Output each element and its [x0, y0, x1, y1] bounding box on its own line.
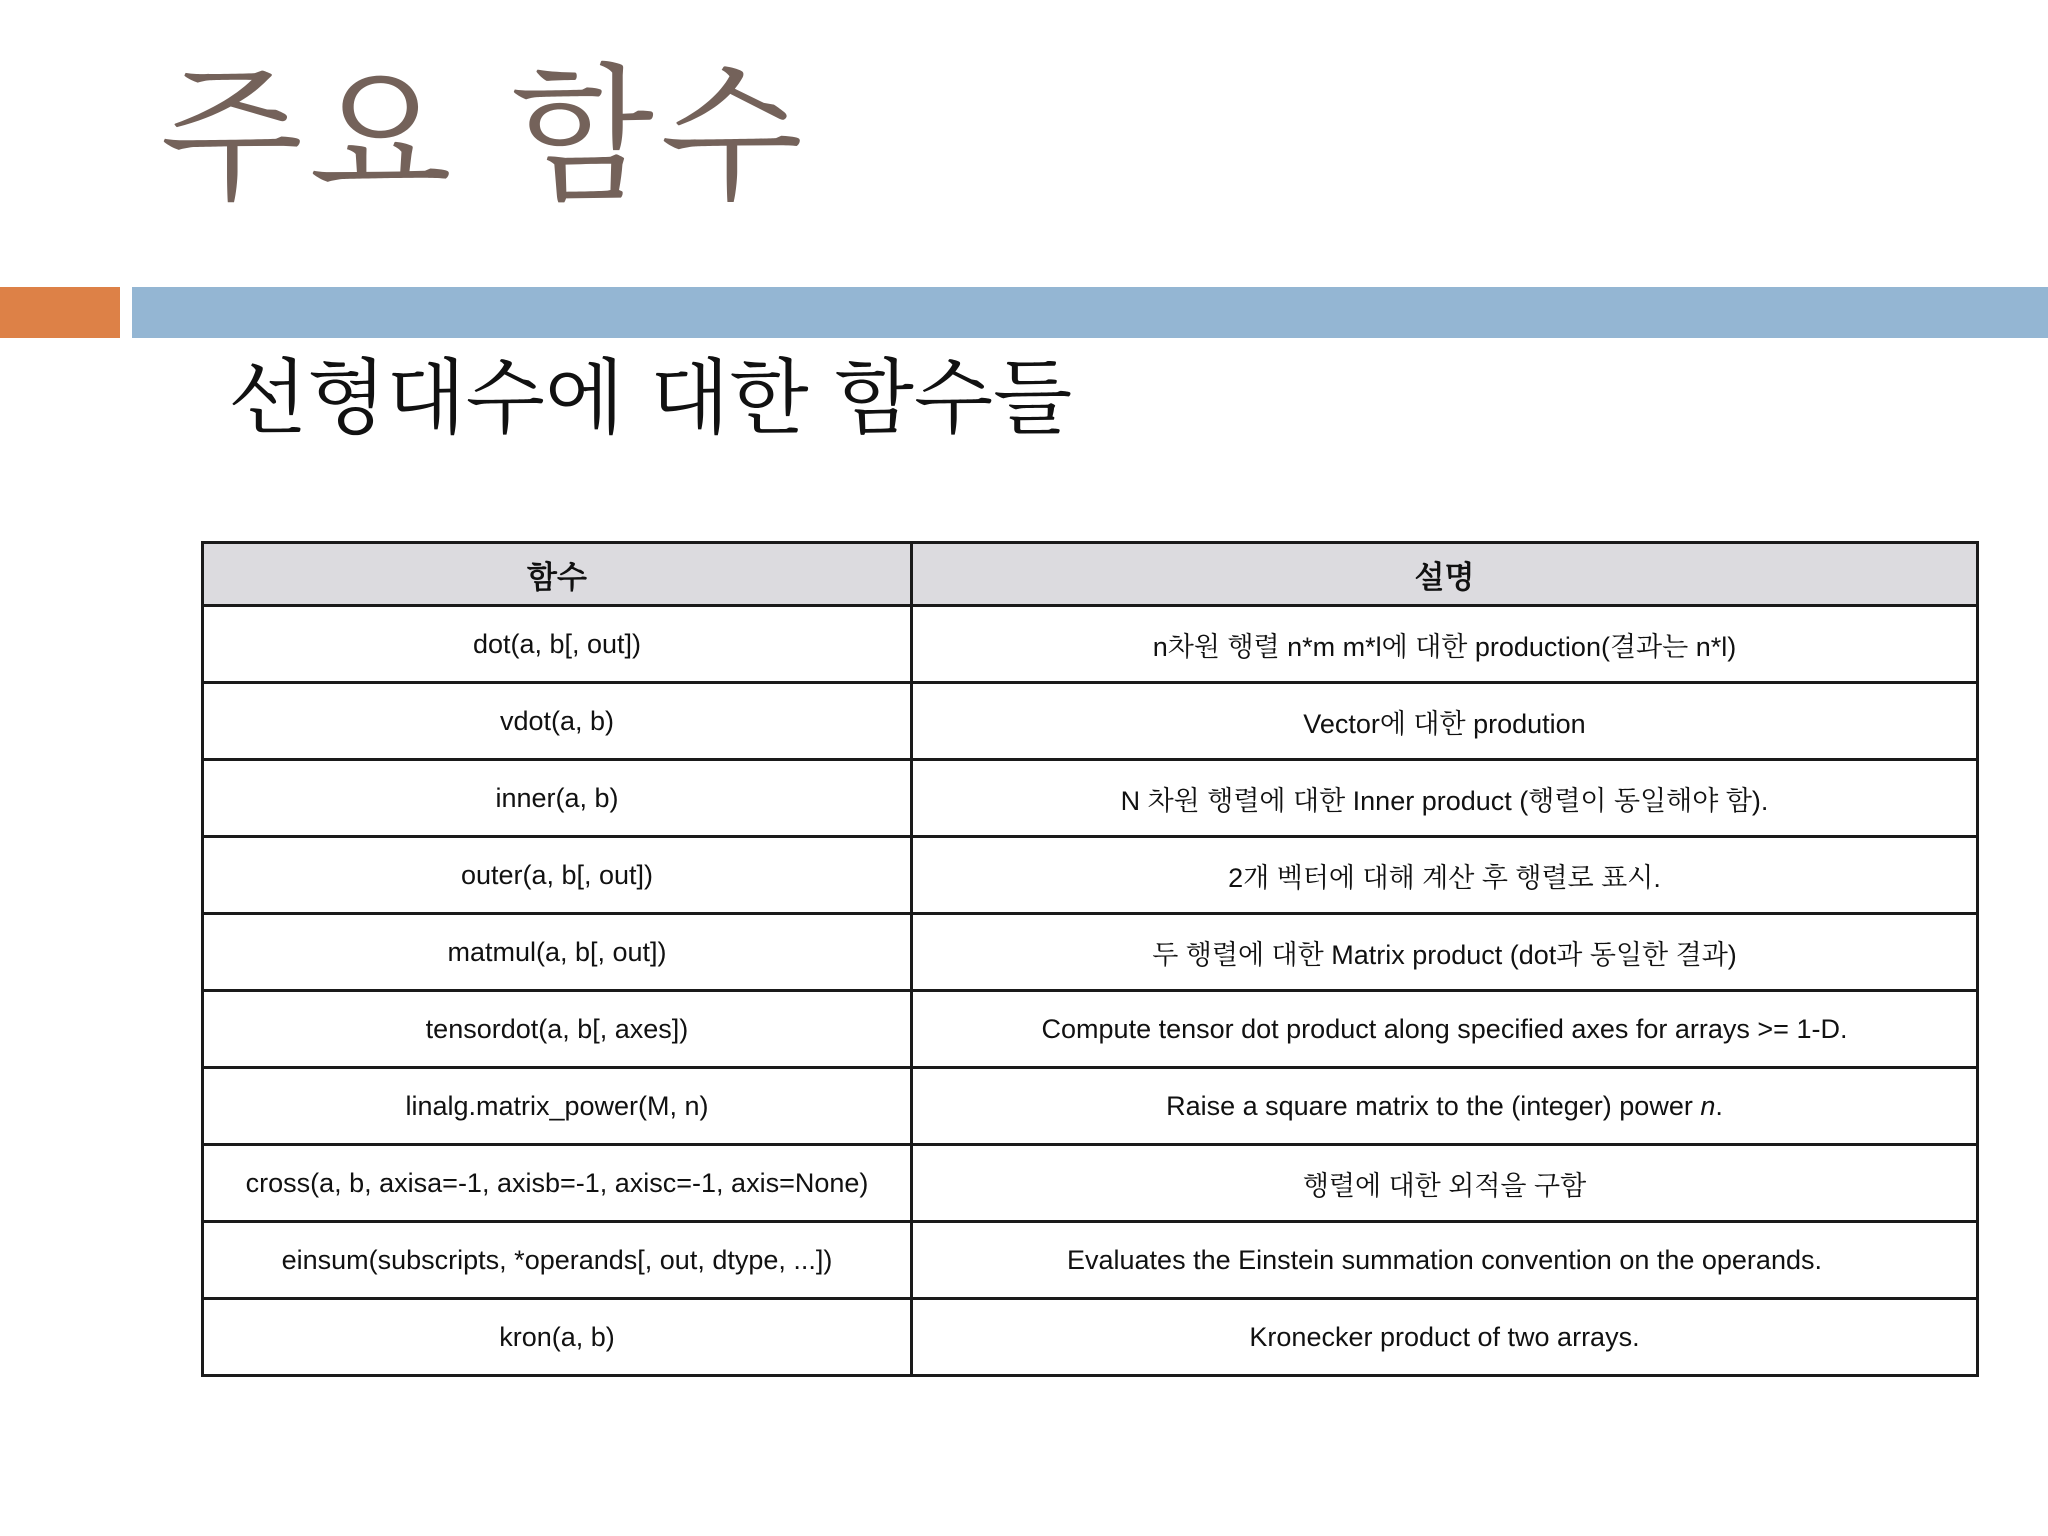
function-cell: cross(a, b, axisa=-1, axisb=-1, axisc=-1, axis=None) [203, 1145, 912, 1222]
description-cell: 행렬에 대한 외적을 구함 [912, 1145, 1978, 1222]
table-row [203, 914, 1978, 991]
description-cell: Vector에 대한 prodution [912, 683, 1978, 760]
function-cell: matmul(a, b[, out]) [203, 914, 912, 991]
function-cell: dot(a, b[, out]) [203, 606, 912, 683]
header-function: 함수 [203, 543, 912, 606]
function-cell: kron(a, b) [203, 1299, 912, 1376]
accent-bar-blue [132, 287, 2048, 338]
table-row [203, 1299, 1978, 1376]
table-row [203, 991, 1978, 1068]
accent-bar-orange [0, 287, 120, 338]
function-cell: inner(a, b) [203, 760, 912, 837]
functions-table [201, 541, 1979, 1377]
function-cell: linalg.matrix_power(M, n) [203, 1068, 912, 1145]
description-cell: Compute tensor dot product along specified axes for arrays >= 1-D. [912, 991, 1978, 1068]
table-row [203, 683, 1978, 760]
description-cell: n차원 행렬 n*m m*l에 대한 production(결과는 n*l) [912, 606, 1978, 683]
table-row [203, 760, 1978, 837]
table-row [203, 837, 1978, 914]
slide-subtitle: 선형대수에 대한 함수들 [228, 351, 1073, 446]
slide-title: 주요 함수 [160, 50, 809, 222]
function-cell: outer(a, b[, out]) [203, 837, 912, 914]
description-cell: Evaluates the Einstein summation convention on the operands. [912, 1222, 1978, 1299]
description-cell: 2개 벡터에 대해 계산 후 행렬로 표시. [912, 837, 1978, 914]
description-text: Raise a square matrix to the (integer) power [1166, 1090, 1701, 1121]
header-description: 설명 [912, 543, 1978, 606]
description-cell [912, 1068, 1978, 1145]
description-cell: N 차원 행렬에 대한 Inner product (행렬이 동일해야 함). [912, 760, 1978, 837]
function-cell: tensordot(a, b[, axes]) [203, 991, 912, 1068]
description-tail: . [1715, 1090, 1723, 1121]
description-cell: 두 행렬에 대한 Matrix product (dot과 동일한 결과) [912, 914, 1978, 991]
table-row [203, 1222, 1978, 1299]
function-cell: einsum(subscripts, *operands[, out, dtype, ...]) [203, 1222, 912, 1299]
description-cell: Kronecker product of two arrays. [912, 1299, 1978, 1376]
table-row [203, 1145, 1978, 1222]
description-emphasis: n [1700, 1090, 1716, 1121]
table-row [203, 606, 1978, 683]
function-cell: vdot(a, b) [203, 683, 912, 760]
table-header-row [203, 543, 1978, 606]
table-row [203, 1068, 1978, 1145]
